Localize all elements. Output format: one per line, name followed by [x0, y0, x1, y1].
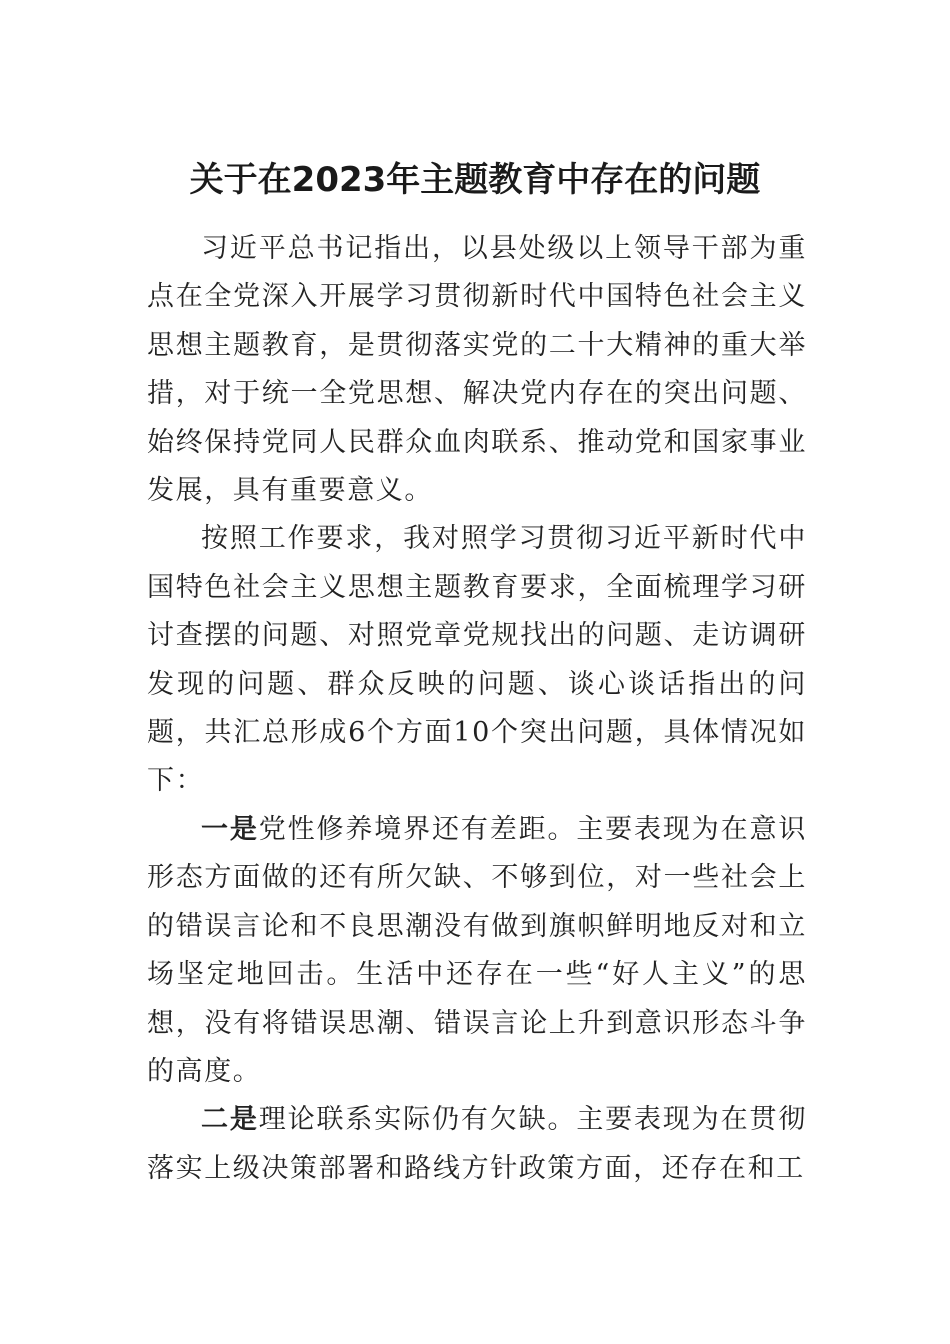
document-body	[147, 225, 807, 1193]
paragraph-lead: 一是	[201, 813, 259, 845]
paragraph-text: 党性修养境界还有差距。主要表现为在意识形态方面做的还有所欠缺、不够到位，对一些社会上的错误言论和不良思潮没有做到旗帜鲜明地反对和立场坚定地回击。生活中还存在一些“好人主义”的思想，没有将错误思潮、错误言论上升到意识形态斗争的高度。	[147, 813, 808, 1087]
paragraph-issue-2	[147, 1096, 807, 1193]
paragraph-summary	[147, 515, 807, 805]
paragraph-text: 习近平总书记指出，以县处级以上领导干部为重点在全党深入开展学习贯彻新时代中国特色社会主义思想主题教育，是贯彻落实党的二十大精神的重大举措，对于统一全党思想、解决党内存在的突出问题、始终保持党同人民群众血肉联系、推动党和国家事业发展，具有重要意义。	[147, 233, 807, 507]
paragraph-lead: 二是	[201, 1104, 259, 1136]
paragraph-text: 理论联系实际仍有欠缺。主要表现为在贯彻落实上级决策部署和路线方针政策方面，还存在和工	[147, 1104, 808, 1184]
paragraph-intro	[147, 225, 807, 515]
document-title: 关于在2023年主题教育中存在的问题	[189, 160, 761, 200]
paragraph-issue-1	[147, 806, 807, 1096]
paragraph-text: 按照工作要求，我对照学习贯彻习近平新时代中国特色社会主义思想主题教育要求，全面梳理学习研讨查摆的问题、对照党章党规找出的问题、走访调研发现的问题、群众反映的问题、谈心谈话指出的问题，共汇总形成6个方面10个突出问题，具体情况如下：	[147, 523, 807, 797]
